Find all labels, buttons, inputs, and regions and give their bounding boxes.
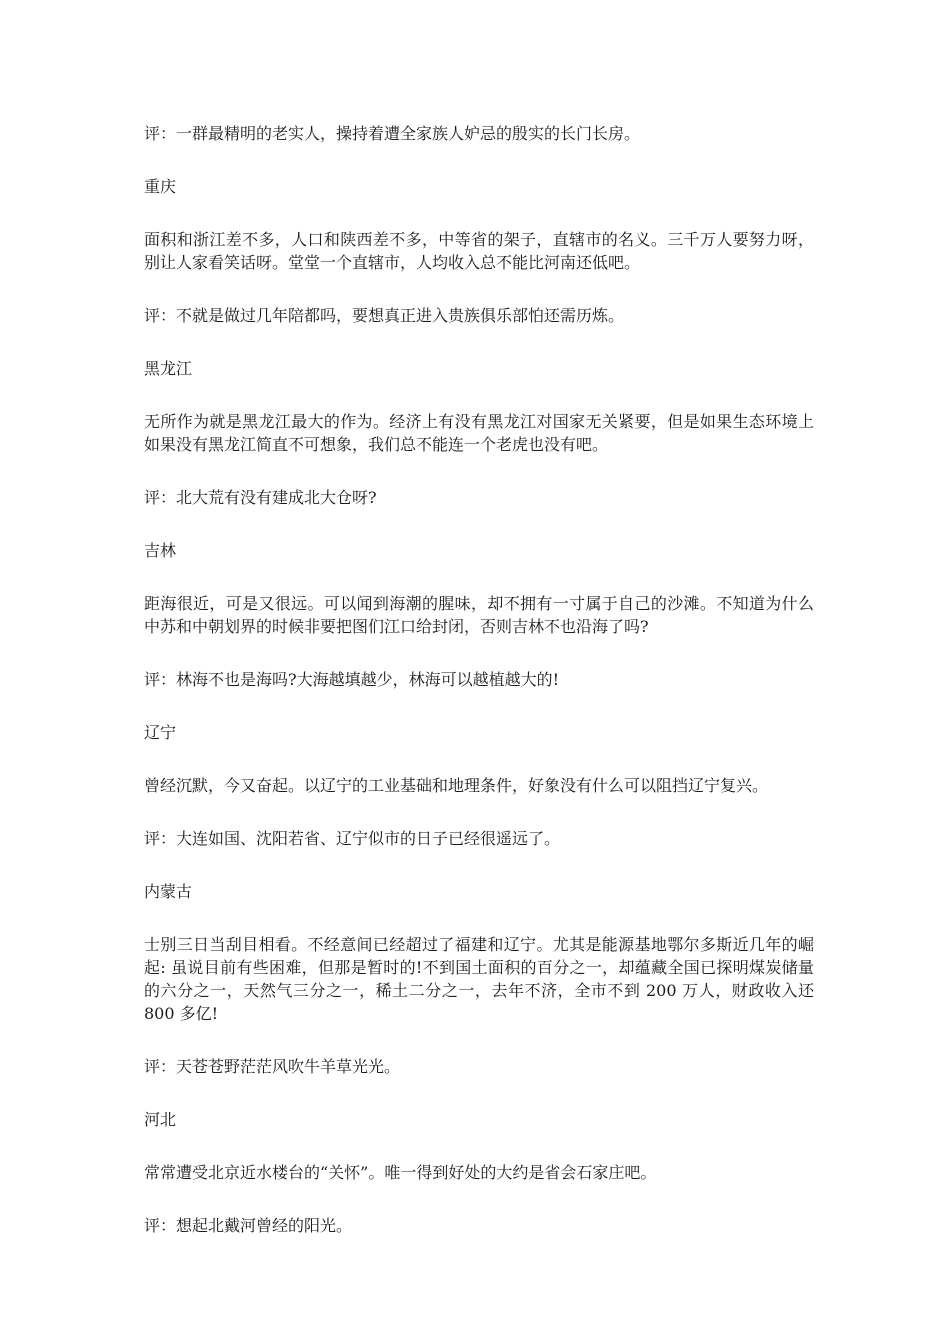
region-heading-inner-mongolia: 内蒙古	[144, 882, 193, 901]
comment-paragraph: 评：一群最精明的老实人，操持着遭全家族人妒忌的殷实的长门长房。	[144, 124, 641, 143]
comment-paragraph: 评：想起北戴河曾经的阳光。	[144, 1216, 353, 1235]
body-paragraph: 常常遭受北京近水楼台的“关怀”。唯一得到好处的大约是省会石家庄吧。	[144, 1163, 657, 1182]
comment-paragraph: 评：北大荒有没有建成北大仓呀?	[144, 488, 377, 507]
comment-paragraph: 评：大连如国、沈阳若省、辽宁似市的日子已经很遥远了。	[144, 829, 561, 848]
body-paragraph: 无所作为就是黑龙江最大的作为。经济上有没有黑龙江对国家无关紧要，但是如果生态环境上如果没有黑龙江简直不可想象，我们总不能连一个老虎也没有吧。	[144, 412, 814, 454]
document-body	[144, 122, 814, 1267]
region-heading-liaoning: 辽宁	[144, 723, 177, 742]
region-heading-hebei: 河北	[144, 1110, 177, 1129]
comment-paragraph: 评：不就是做过几年陪都吗，要想真正进入贵族俱乐部怕还需历炼。	[144, 306, 625, 325]
body-paragraph: 曾经沉默，今又奋起。以辽宁的工业基础和地理条件，好象没有什么可以阻挡辽宁复兴。	[144, 776, 769, 795]
body-paragraph: 距海很近，可是又很远。可以闻到海潮的腥味，却不拥有一寸属于自己的沙滩。不知道为什么中苏和中朝划界的时候非要把图们江口给封闭，否则吉林不也沿海了吗?	[144, 594, 814, 636]
comment-paragraph: 评：林海不也是海吗?大海越填越少，林海可以越植越大的!	[144, 670, 560, 689]
region-heading-jilin: 吉林	[144, 541, 177, 560]
region-heading-heilongjiang: 黑龙江	[144, 359, 193, 378]
body-paragraph: 士别三日当刮目相看。不经意间已经超过了福建和辽宁。尤其是能源基地鄂尔多斯近几年的崛起: 虽说目前有些困难，但那是暂时的!不到国土面积的百分之一，却蕴藏全国已探明煤炭储量的六分之一，天然气三分之一，稀土二分之一，去年不济，全市不到 200 万人，财政收入还 800 多亿!	[144, 935, 814, 1023]
region-heading-chongqing: 重庆	[144, 177, 177, 196]
body-paragraph: 面积和浙江差不多，人口和陕西差不多，中等省的架子，直辖市的名义。三千万人要努力呀，别让人家看笑话呀。堂堂一个直辖市，人均收入总不能比河南还低吧。	[144, 230, 814, 272]
comment-paragraph: 评：天苍苍野茫茫风吹牛羊草光光。	[144, 1057, 401, 1076]
